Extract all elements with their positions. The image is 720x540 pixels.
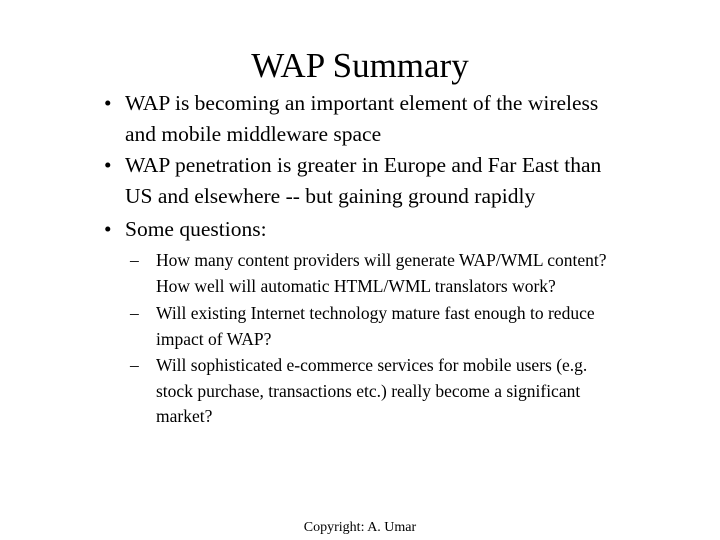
bullet-text bbox=[125, 214, 267, 245]
bullet-marker: • bbox=[104, 153, 112, 177]
sub-bullet-marker: – bbox=[130, 250, 139, 270]
bullet-marker: • bbox=[104, 91, 112, 115]
sub-bullet-text bbox=[156, 248, 607, 299]
sub-bullet-line: Will sophisticated e-commerce services for mobile users (e.g. bbox=[156, 355, 588, 375]
sub-bullet-line: impact of WAP? bbox=[156, 328, 272, 349]
bullet-text bbox=[125, 150, 601, 212]
bullet-text bbox=[125, 88, 598, 150]
sub-bullet-text bbox=[156, 301, 595, 352]
sub-bullet-line: stock purchase, transactions etc.) really become a significant bbox=[156, 380, 581, 401]
bullet-marker: • bbox=[104, 217, 112, 241]
sub-bullet-line: Will existing Internet technology mature fast enough to reduce bbox=[156, 303, 595, 323]
bullet-line: US and elsewhere -- but gaining ground rapidly bbox=[125, 184, 536, 208]
bullet-line: WAP penetration is greater in Europe and Far East than bbox=[125, 153, 602, 177]
sub-bullet-text bbox=[156, 353, 587, 430]
bullet-line: Some questions: bbox=[125, 217, 267, 241]
copyright-footer: Copyright: A. Umar bbox=[303, 520, 417, 535]
sub-bullet-line: market? bbox=[156, 406, 213, 426]
bullet-line: and mobile middleware space bbox=[125, 122, 382, 146]
sub-bullet-line: How many content providers will generate WAP/WML content? bbox=[156, 250, 607, 270]
slide-title: WAP Summary bbox=[251, 46, 469, 85]
sub-bullet-marker: – bbox=[130, 355, 139, 375]
bullet-line: WAP is becoming an important element of the wireless bbox=[125, 91, 599, 115]
sub-bullet-marker: – bbox=[130, 303, 139, 323]
sub-bullet-line: How well will automatic HTML/WML translators work? bbox=[156, 275, 556, 296]
